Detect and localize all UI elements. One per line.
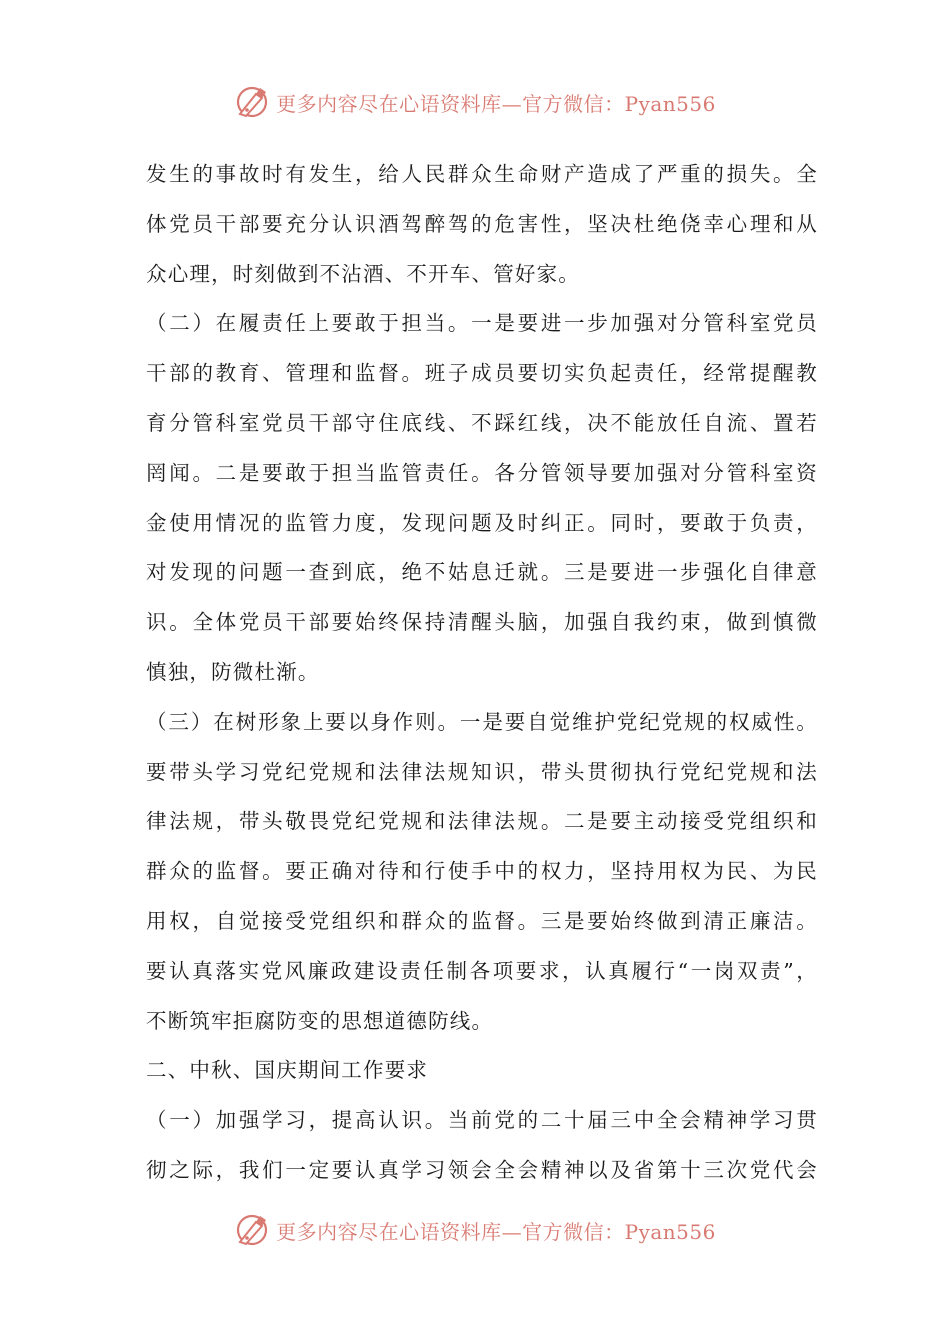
body-line: 金使用情况的监管力度，发现问题及时纠正。同时，要敢于负责，: [146, 510, 818, 535]
body-line: 干部的教育、管理和监督。班子成员要切实负起责任，经常提醒教: [146, 361, 818, 386]
body-line: 发生的事故时有发生，给人民群众生命财产造成了严重的损失。全: [146, 162, 818, 186]
pen-nib-logo-icon: [234, 1212, 270, 1248]
body-line: 用权，自觉接受党组织和群众的监督。三是要始终做到清正廉洁。: [146, 908, 818, 933]
body-line: 对发现的问题一查到底，绝不姑息迁就。三是要进一步强化自律意: [146, 560, 818, 585]
body-line: 要带头学习党纪党规和法律法规知识，带头贯彻执行党纪党规和法: [146, 759, 818, 784]
body-line: （一）加强学习，提高认识。当前党的二十届三中全会精神学习贯: [146, 1108, 818, 1133]
body-line: 体党员干部要充分认识酒驾醉驾的危害性，坚决杜绝侥幸心理和从: [146, 211, 818, 236]
body-line: 群众的监督。要正确对待和行使手中的权力，坚持用权为民、为民: [146, 859, 818, 884]
body-line: 彻之际，我们一定要认真学习领会全会精神以及省第十三次党代会: [146, 1157, 818, 1182]
body-line: （三）在树形象上要以身作则。一是要自觉维护党纪党规的权威性。: [146, 709, 818, 734]
body-line: 罔闻。二是要敢于担当监管责任。各分管领导要加强对分管科室资: [146, 460, 818, 485]
body-line: 慎独，防微杜渐。: [146, 659, 320, 684]
pen-nib-logo-icon: [234, 84, 270, 120]
header-watermark-banner: [0, 80, 950, 124]
footer-watermark-text: 更多内容尽在心语资料库—官方微信：Pyan556: [276, 1219, 716, 1244]
header-watermark-text: 更多内容尽在心语资料库—官方微信：Pyan556: [276, 91, 716, 116]
document-body: [146, 150, 818, 1196]
body-line: 识。全体党员干部要始终保持清醒头脑，加强自我约束，做到慎微: [146, 610, 818, 635]
footer-watermark-banner: [0, 1208, 950, 1252]
body-line: （二）在履责任上要敢于担当。一是要进一步加强对分管科室党员: [146, 311, 818, 336]
body-line: 律法规，带头敬畏党纪党规和法律法规。二是要主动接受党组织和: [146, 809, 818, 834]
body-line: 育分管科室党员干部守住底线、不踩红线，决不能放任自流、置若: [146, 410, 818, 435]
body-line: 不断筑牢拒腐防变的思想道德防线。: [146, 1008, 494, 1033]
body-line: 众心理，时刻做到不沾酒、不开车、管好家。: [146, 261, 580, 286]
section-heading: 二、中秋、国庆期间工作要求: [146, 1058, 429, 1083]
body-line: 要认真落实党风廉政建设责任制各项要求，认真履行“一岗双责”，: [146, 958, 818, 983]
